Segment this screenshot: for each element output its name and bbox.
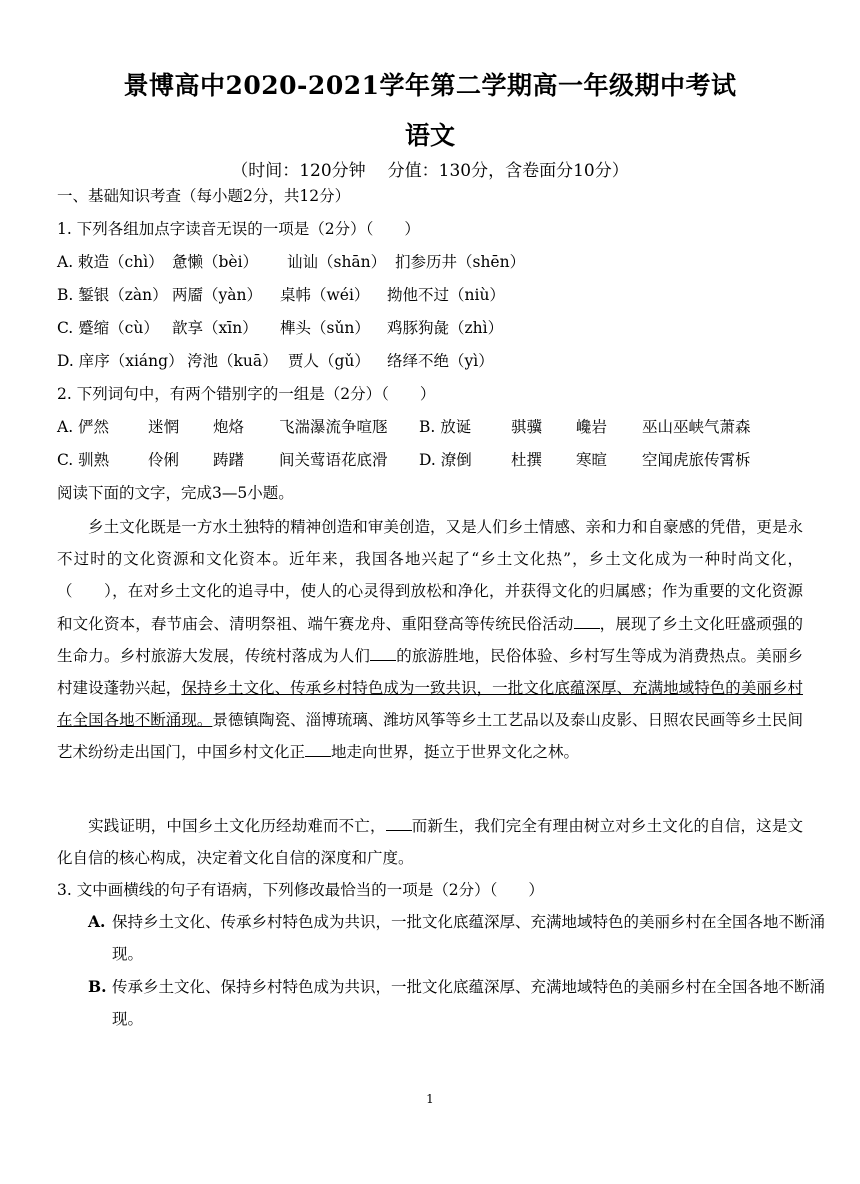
passage-text: 而新生，我们完全有理由树立对乡土文化的自信，这是文化自信的核心构成，决定着文化自信的深度和广度。 — [57, 817, 803, 868]
q3-option-a — [88, 906, 828, 970]
q1-c-item4: 鸡豚狗彘（zhì） — [387, 319, 504, 337]
q1-b-item2: 两靥（yàn） — [172, 286, 262, 304]
q1-a-item3: 讪讪（shān） — [287, 253, 387, 271]
passage-text: 实践证明，中国乡土文化历经劫难而不亡， — [88, 817, 386, 835]
passage-paragraph-1 — [57, 511, 803, 769]
passage-text: 乡土文化既是一方水土独特的精神创造和审美创造，又是人们乡土情感、亲和力和自豪感的凭借，更是永不过时的文化资源和文化资本。近年来，我国各地兴起了“乡土文化热”，乡土文化成为一种时尚文化，（ ），在对乡土文化的追寻中，使人的心灵得到放松和净化，并获得文化的归属感；作为重要的文化资源和文化资本，春节庙会、清明祭祖、端午赛龙舟、重阳登高等传统民俗活动 — [57, 518, 803, 633]
q1-a-item2: 惫懒（bèi） — [172, 253, 259, 271]
question-3-stem: 3. 文中画横线的句子有语病，下列修改最恰当的一项是（2分）（ ） — [57, 881, 544, 899]
q1-b-item1: B. 錾银（zàn） — [57, 286, 168, 304]
exam-score: 分值：130分，含卷面分10分） — [387, 161, 629, 181]
q2-d-phrase: 空闻虎旅传霄柝 — [642, 451, 751, 469]
fill-blank — [370, 646, 396, 661]
q2-b-word2: 骐骥 — [511, 418, 543, 436]
q3-option-b-text: 传承乡土文化、保持乡村特色成为共识，一批文化底蕴深厚、充满地域特色的美丽乡村在全国各地不断涌现。 — [112, 978, 826, 1028]
q2-d-word1: D. 潦倒 — [419, 451, 472, 469]
q1-d-item2: 洿池（kuā） — [187, 352, 278, 370]
q1-d-item4: 络绎不绝（yì） — [387, 352, 494, 370]
passage-paragraph-2 — [57, 810, 803, 874]
q2-d-word2: 杜撰 — [511, 451, 543, 469]
q2-a-word1: A. 俨然 — [57, 418, 110, 436]
q1-a-item4: 扪参历井（shēn） — [395, 253, 526, 271]
section-heading: 一、基础知识考查（每小题2分，共12分） — [57, 187, 351, 205]
q1-d-item3: 贾人（gǔ） — [288, 352, 370, 370]
subject-title: 语文 — [404, 121, 455, 150]
fill-blank — [574, 614, 600, 629]
q1-c-item3: 榫头（sǔn） — [280, 319, 370, 337]
passage-text: 的旅游胜地，民俗体验、乡村写生等成为消费热点。美丽乡村建设蓬勃兴起， — [57, 646, 803, 698]
q2-b-word1: B. 放诞 — [419, 418, 472, 436]
q3-option-a-label: A. — [88, 912, 106, 931]
q2-d-word3: 寒暄 — [576, 451, 608, 469]
fill-blank — [305, 742, 331, 757]
q1-b-item4: 拗他不过（niù） — [387, 286, 505, 304]
q2-a-word3: 炮烙 — [213, 418, 245, 436]
q1-c-item1: C. 蹙缩（cù） — [57, 319, 159, 337]
q2-a-phrase: 飞湍瀑流争喧豗 — [279, 418, 388, 436]
fill-blank — [386, 816, 412, 831]
q2-a-word2: 迷惘 — [148, 418, 180, 436]
question-1-stem: 1. 下列各组加点字读音无误的一项是（2分）（ ） — [57, 220, 420, 238]
q2-c-word2: 伶俐 — [148, 451, 180, 469]
q3-option-a-text: 保持乡土文化、传承乡村特色成为共识，一批文化底蕴深厚、充满地域特色的美丽乡村在全国各地不断涌现。 — [112, 913, 826, 963]
page-number: 1 — [426, 1092, 434, 1106]
passage-text: 地走向世界，挺立于世界文化之林。 — [331, 743, 580, 762]
q1-c-item2: 歆享（xīn） — [172, 319, 258, 337]
q2-b-word3: 巉岩 — [576, 418, 608, 436]
q2-c-word3: 踌躇 — [213, 451, 245, 469]
q1-b-item3: 桌帏（wéi） — [280, 286, 370, 304]
passage-text: 景德镇陶瓷、淄博琉璃、潍坊风筝等乡土工艺品以及泰山皮影、日照农民画等乡土民间艺术纷纷走出国门，中国乡村文化正 — [57, 711, 803, 762]
exam-time: （时间：120分钟 — [231, 161, 366, 181]
q2-c-phrase: 间关莺语花底滑 — [279, 451, 388, 469]
q3-option-b-label: B. — [88, 977, 107, 996]
underlined-sentence: 保持乡土文化、传承乡村特色成为一致共识，一批文化底蕴深厚、充满地域特色的美丽乡村在全国各地不断涌现。 — [57, 679, 803, 730]
passage-text: ，展现了乡土文化旺盛顽强的生命力。乡村旅游大发展，传统村落成为人们 — [57, 614, 803, 665]
q2-c-word1: C. 驯熟 — [57, 451, 110, 469]
question-2-stem: 2. 下列词句中，有两个错别字的一组是（2分）（ ） — [57, 385, 436, 403]
exam-title: 景博高中2020-2021学年第二学期高一年级期中考试 — [123, 71, 737, 100]
exam-info — [0, 156, 860, 181]
q3-option-b — [88, 971, 828, 1035]
q2-b-phrase: 巫山巫峡气萧森 — [642, 418, 751, 436]
q1-a-item1: A. 敕造（chì） — [57, 253, 164, 271]
reading-intro: 阅读下面的文字，完成3—5小题。 — [57, 484, 294, 502]
q1-d-item1: D. 庠序（xiáng） — [57, 352, 184, 370]
